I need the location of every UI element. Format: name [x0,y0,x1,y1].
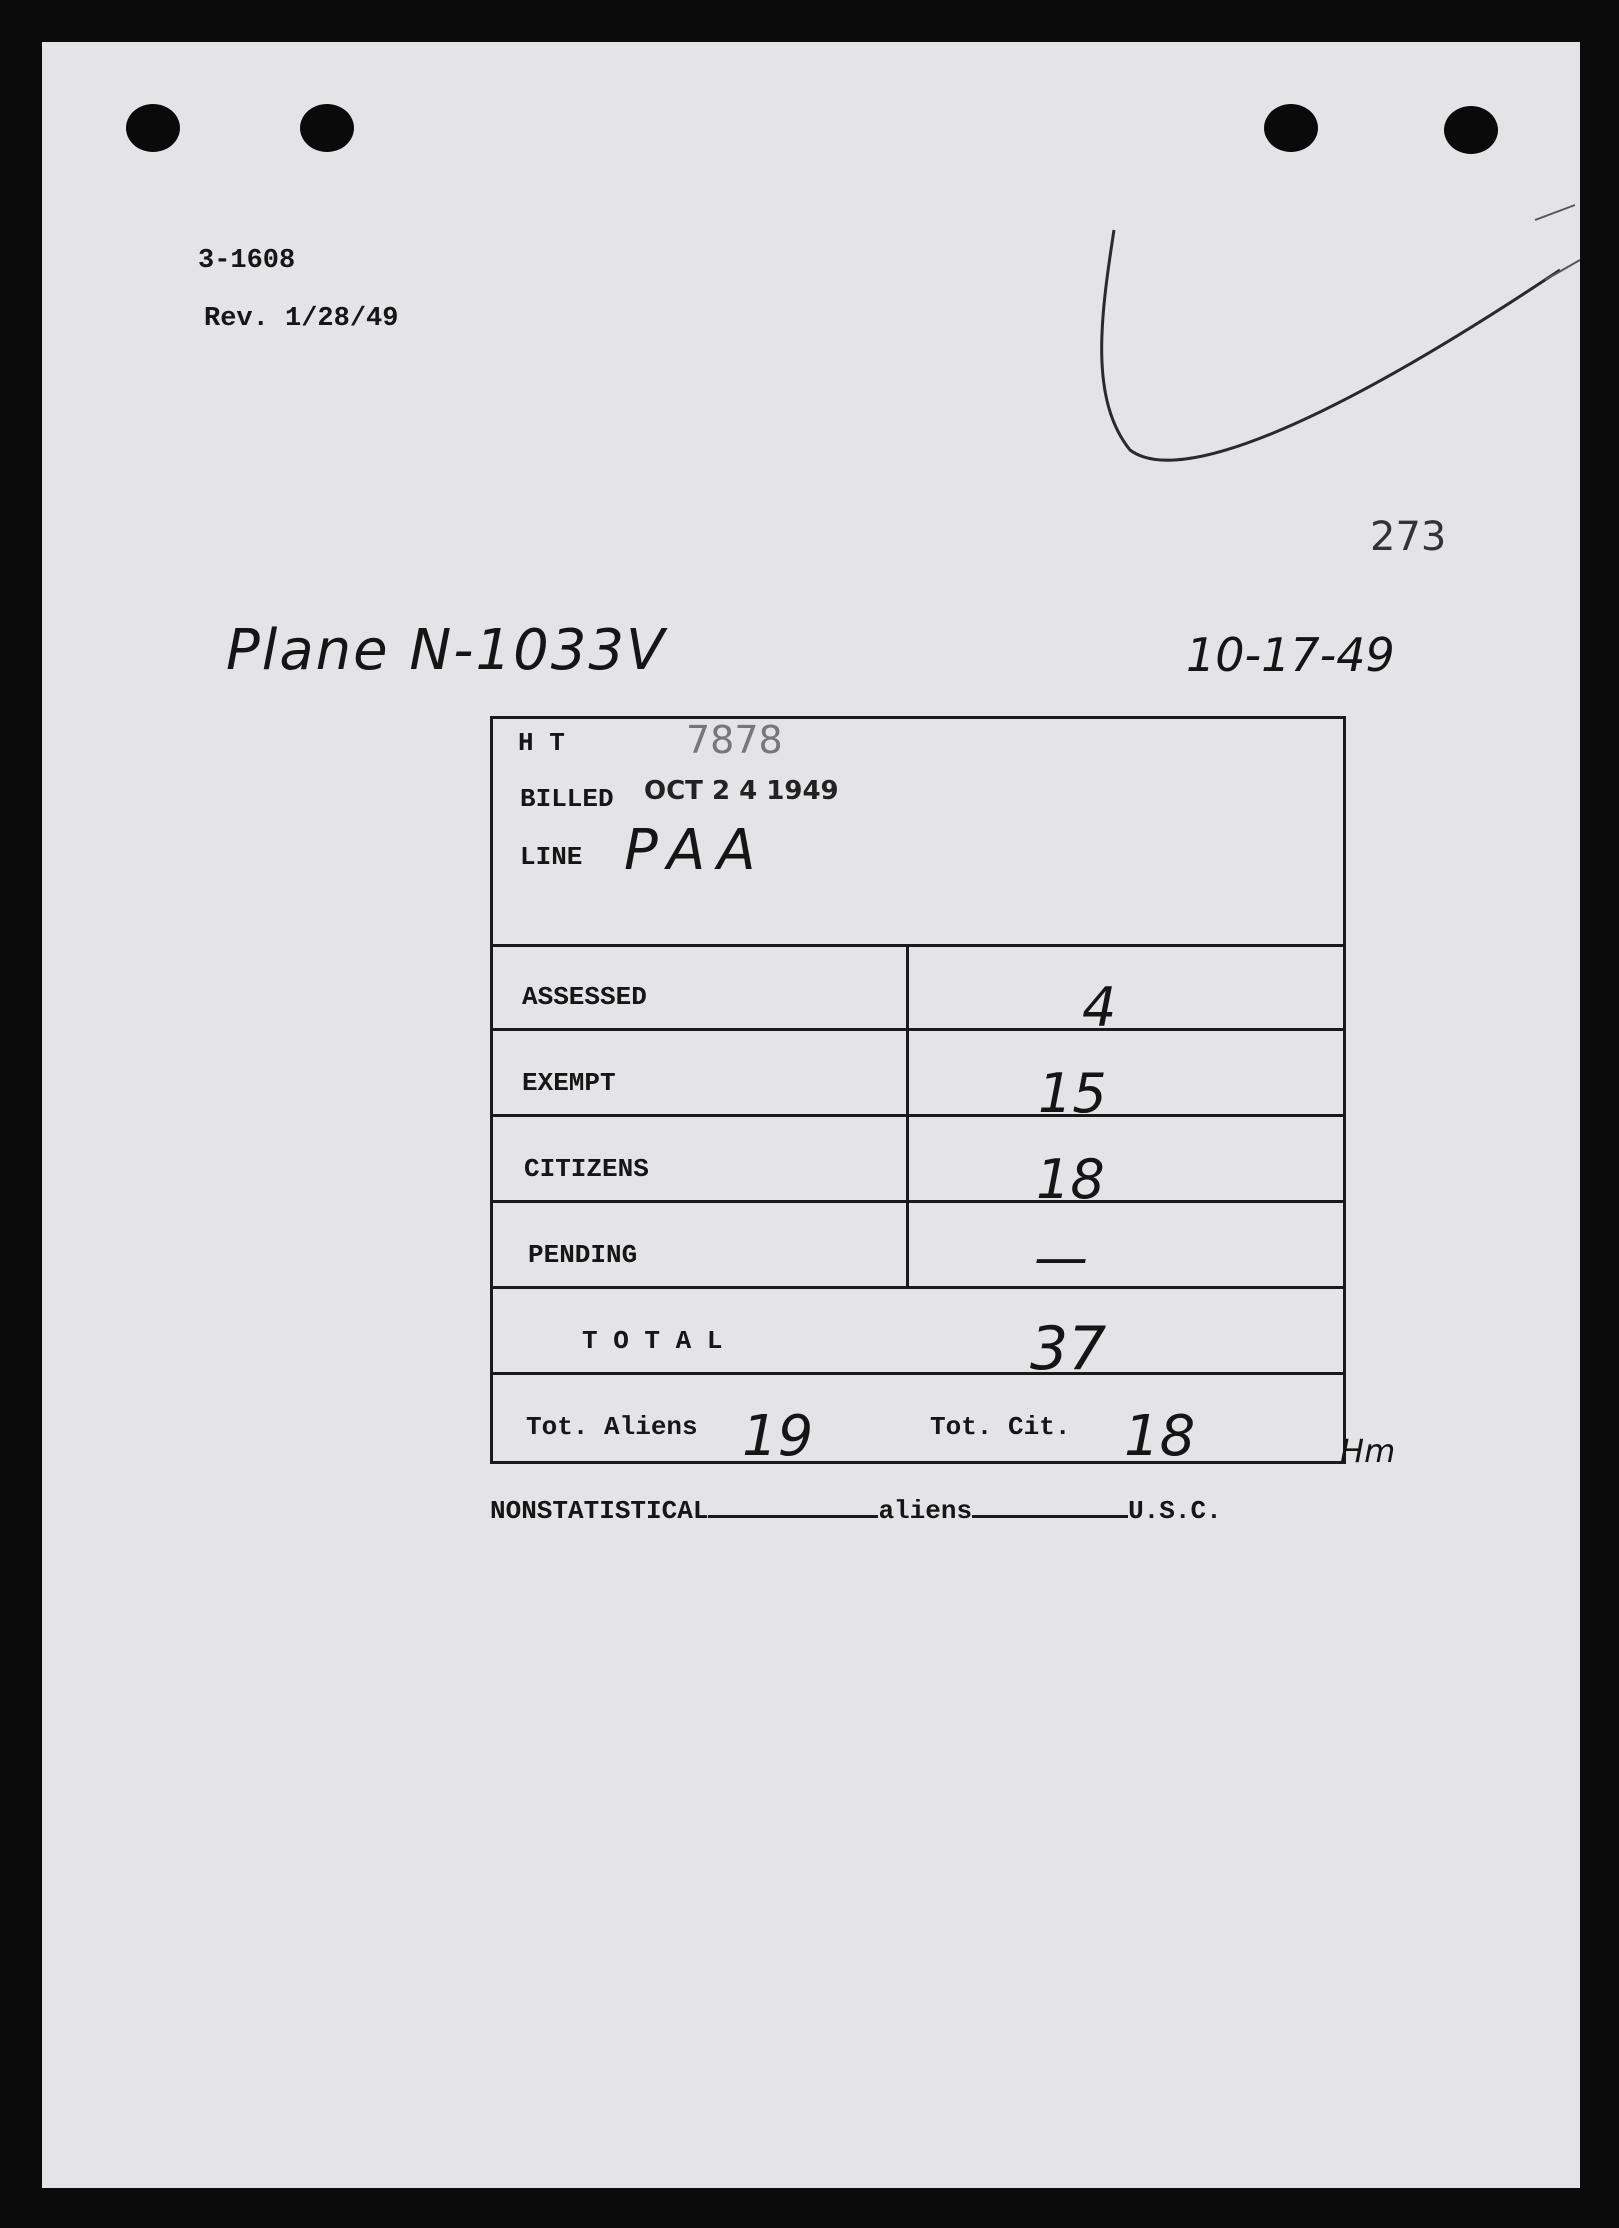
punch-hole-left-2 [300,104,354,152]
ht-label: H T [518,728,565,758]
check-mark-icon [1090,160,1580,480]
usc-label: U.S.C. [1128,1496,1222,1526]
total-label: T O T A L [582,1326,723,1356]
row-value-citizens: 18 [1036,1148,1105,1211]
punch-hole-left-1 [126,104,180,152]
billed-date-stamp: OCT 2 4 1949 [644,776,839,806]
rule-total [493,1372,1343,1375]
form-number: 3-1608 [198,246,296,276]
row-label-exempt: EXEMPT [522,1068,616,1098]
row-label-citizens: CITIZENS [524,1154,649,1184]
row-value-assessed: 4 [1082,976,1117,1039]
document-date: 10-17-49 [1186,628,1395,682]
nonstatistical-label: NONSTATISTICAL [490,1496,709,1526]
page-number: 273 [1370,514,1447,560]
ht-number: 7878 [686,718,783,762]
tot-aliens-value: 19 [742,1404,814,1469]
nonstatistical-line [490,1496,1222,1526]
row-label-pending: PENDING [528,1240,638,1270]
form-revision: Rev. 1/28/49 [204,304,399,334]
punch-hole-right-1 [1264,104,1318,152]
row-label-assessed: ASSESSED [522,982,647,1012]
tot-cit-value: 18 [1124,1404,1196,1469]
rule-row-1 [493,1028,1343,1031]
tot-cit-label: Tot. Cit. [930,1412,1071,1442]
row-value-exempt: 15 [1038,1062,1107,1125]
row-value-pending: — [1034,1226,1088,1289]
nonstatistical-aliens-blank[interactable] [708,1515,878,1518]
initials: Hm [1340,1432,1396,1470]
rule-top-section [493,944,1343,947]
aliens-label: aliens [878,1496,973,1526]
punch-hole-right-2 [1444,106,1498,154]
nonstatistical-usc-blank[interactable] [972,1515,1128,1518]
rule-row-3 [493,1200,1343,1203]
rule-row-2 [493,1114,1343,1117]
total-value: 37 [1030,1314,1107,1384]
tot-aliens-label: Tot. Aliens [526,1412,698,1442]
billed-label: BILLED [520,784,614,814]
line-value: PAA [624,818,768,883]
plane-identifier: Plane N-1033V [226,618,667,683]
rule-row-4 [493,1286,1343,1289]
column-divider [906,946,909,1288]
line-label: LINE [520,842,583,872]
